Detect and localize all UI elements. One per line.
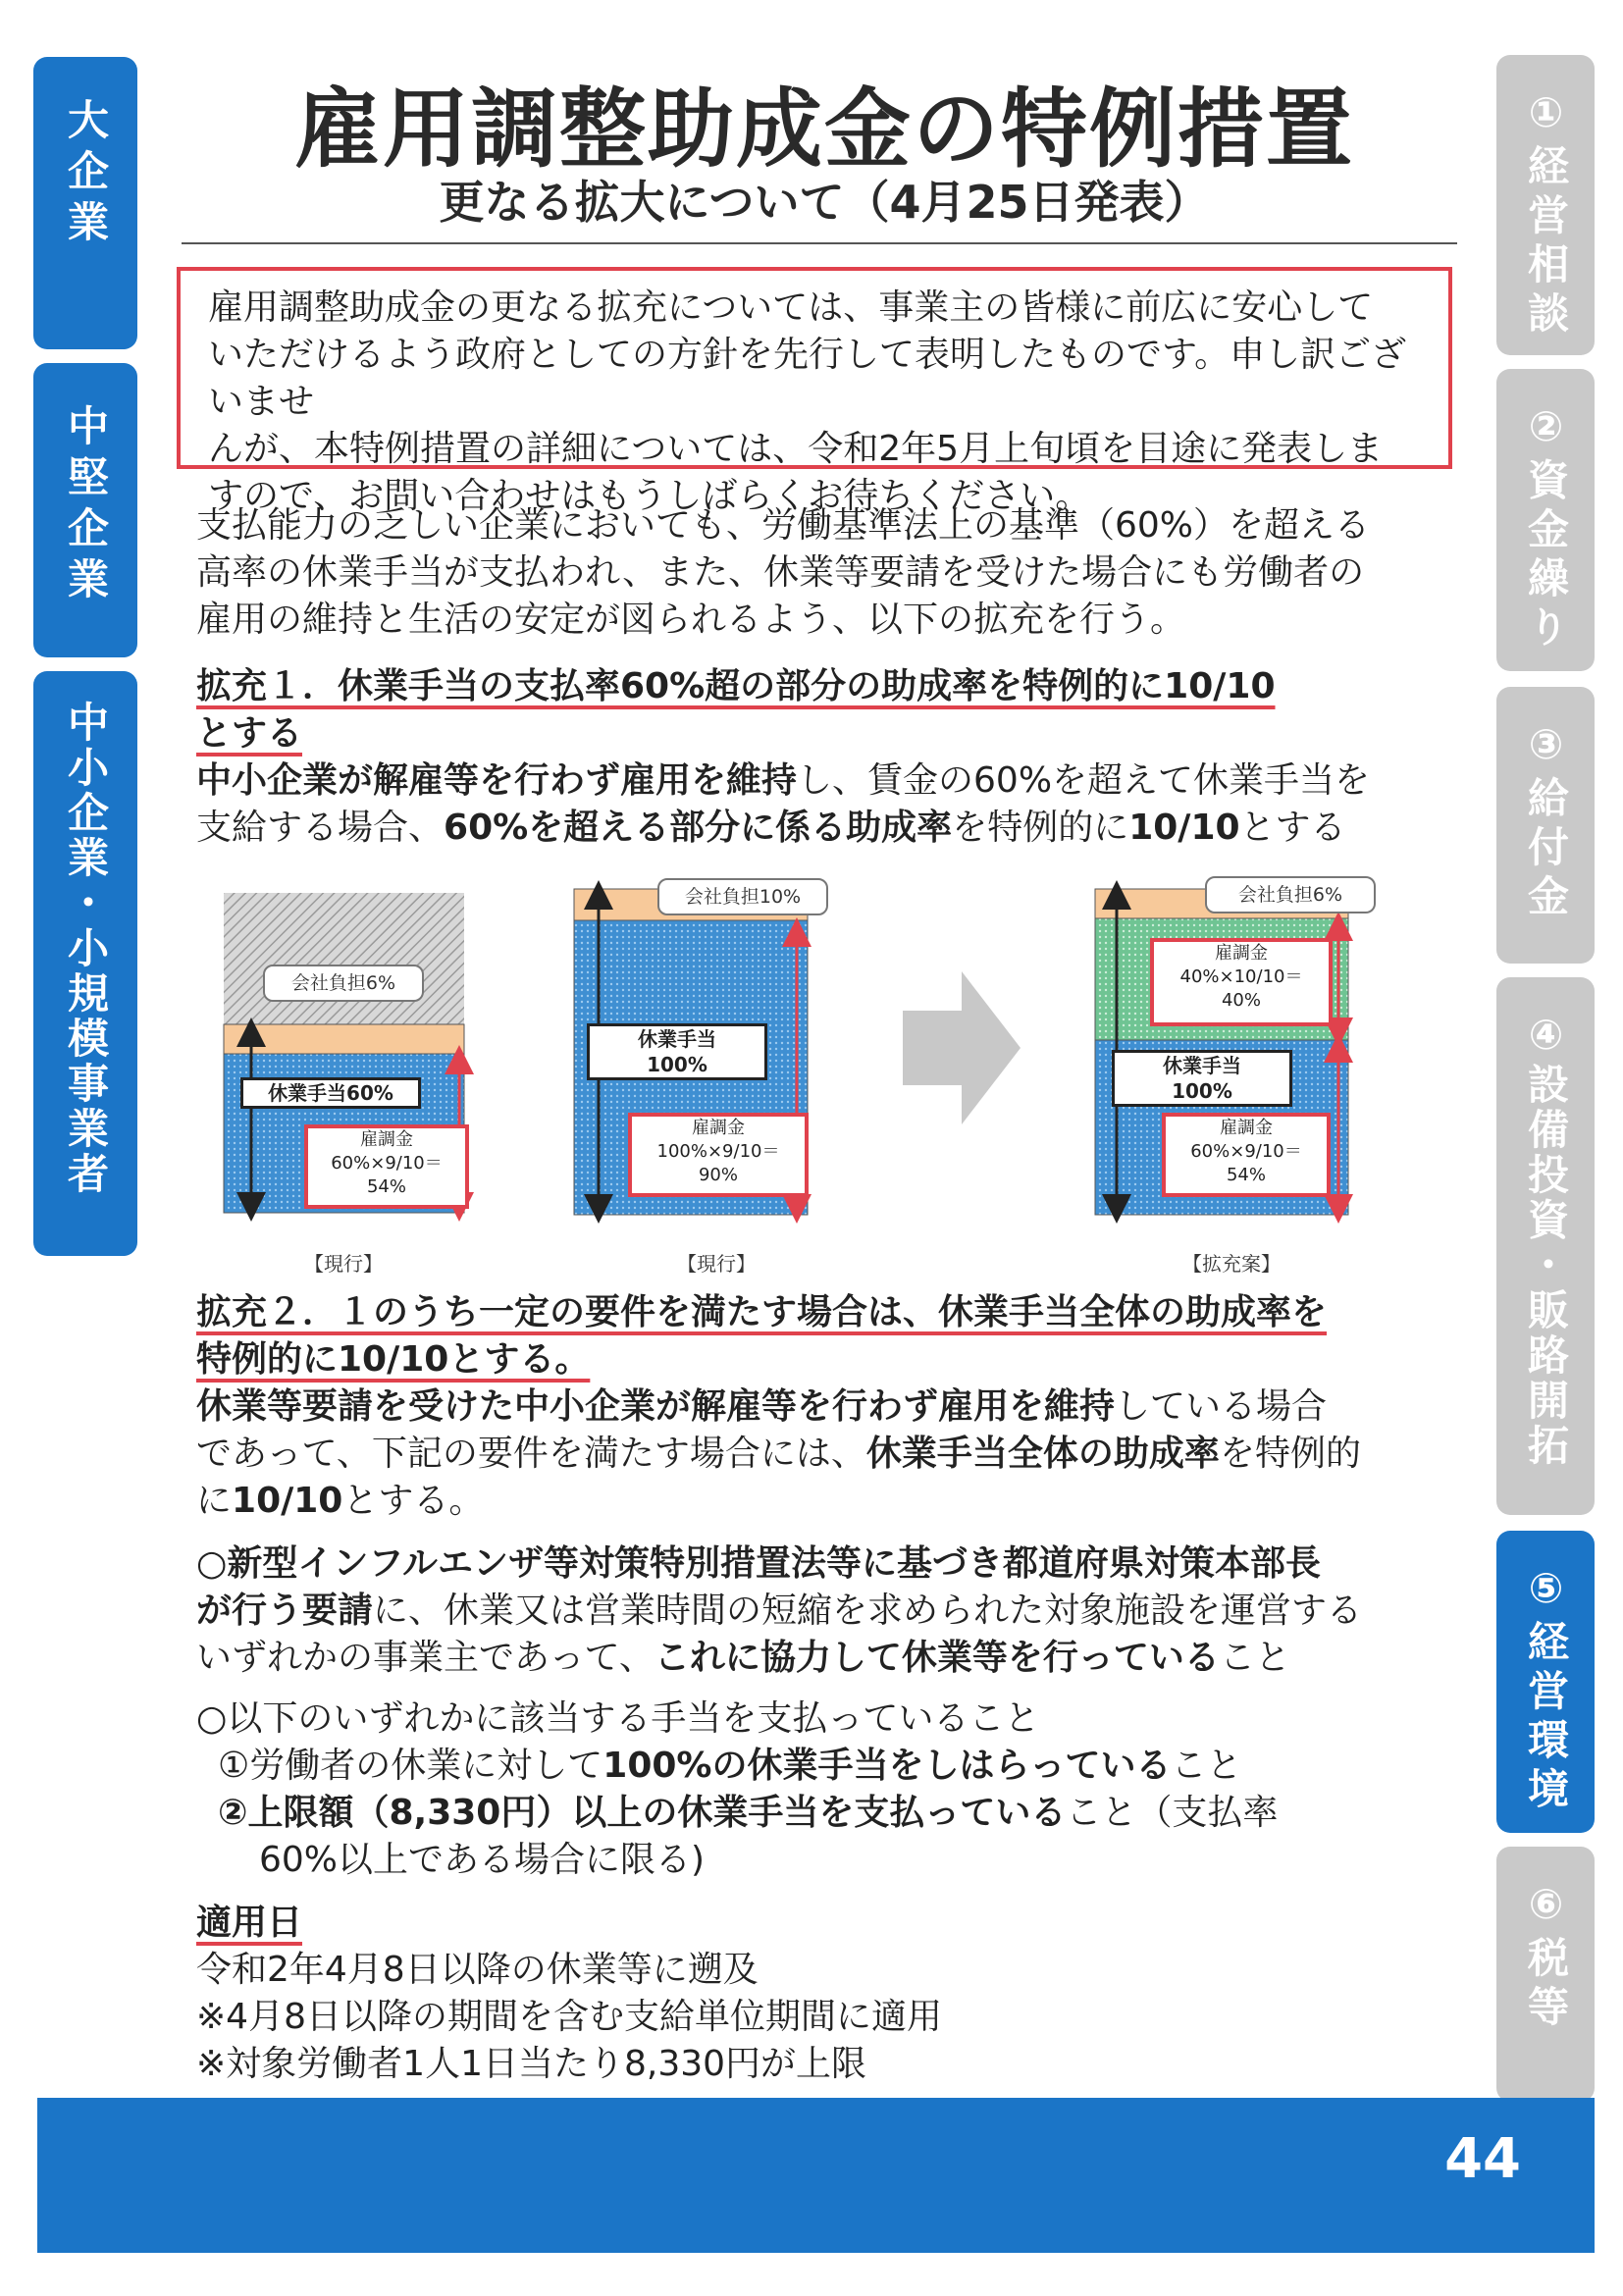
condition-1: ○新型インフルエンザ等対策特別措置法等に基づき都道府県対策本部長 が行う要請に、休業又は営業時間の短縮を求められた対象施設を運営する いずれかの事業主であって、これに協力して休業等を行っていること xyxy=(196,1543,1363,1678)
diagram-caption: 【現行】 xyxy=(304,1252,383,1276)
tab-tax[interactable] xyxy=(1496,1847,1595,2102)
expansion-2 xyxy=(196,1289,1462,1525)
expansion-1-heading-cont: とする xyxy=(196,713,303,754)
tab-label: 中小企業・小規模事業者 xyxy=(62,701,110,1197)
tab-investment[interactable] xyxy=(1496,977,1595,1515)
expansion-2-line: に10/10とする。 xyxy=(196,1481,485,1521)
allowance-label: 休業手当 100% xyxy=(1112,1050,1292,1107)
expansion-1-line: 支給する場合、60%を超える部分に係る助成率を特例的に10/10とする xyxy=(196,808,1346,848)
tab-label: ⑤経営環境 xyxy=(1522,1564,1570,1816)
intro-line: 高率の休業手当が支払われ、また、休業等要請を受けた場合にも労働者の xyxy=(196,552,1365,593)
notice-line: すので、お問い合わせはもうしばらくお待ちください。 xyxy=(208,476,1091,516)
subsidy-box: 雇調金 100%×9/10＝ 90% xyxy=(628,1113,809,1197)
extra-subsidy-box: 雇調金 40%×10/10＝ 40% xyxy=(1150,938,1333,1026)
notice-line: いただけるよう政府としての方針を先行して表明したものです。申し訳ございませ xyxy=(208,335,1407,422)
tab-business-environment[interactable] xyxy=(1496,1531,1595,1833)
divider xyxy=(182,242,1457,244)
apply-line: 令和2年4月8日以降の休業等に遡及 xyxy=(196,1950,759,1990)
tab-label: ①経営相談 xyxy=(1522,88,1570,340)
apply-date-section xyxy=(196,1900,1462,2088)
tab-benefits[interactable] xyxy=(1496,687,1595,964)
notice-box xyxy=(177,267,1452,516)
tab-label: ②資金繰り xyxy=(1522,402,1570,654)
diagram-caption: 【現行】 xyxy=(677,1252,756,1276)
tab-label: 大企業 xyxy=(62,98,110,251)
intro-line: 雇用の維持と生活の安定が図られるよう、以下の拡充を行う。 xyxy=(196,600,1186,640)
subsidy-box: 雇調金 60%×9/10＝ 54% xyxy=(1162,1113,1331,1197)
page-subtitle: 更なる拡大について（4月25日発表） xyxy=(439,176,1210,229)
diagram-caption: 【拡充案】 xyxy=(1182,1252,1281,1276)
page-title: 雇用調整助成金の特例措置 xyxy=(293,78,1354,180)
tab-sme[interactable] xyxy=(33,671,137,1256)
expansion-1-line: 中小企業が解雇等を行わず雇用を維持し、賃金の60%を超えて休業手当を xyxy=(196,760,1371,801)
intro-paragraph xyxy=(196,502,1462,644)
tab-large-enterprise[interactable] xyxy=(33,57,137,349)
arrow-icon xyxy=(903,971,1021,1124)
expansion-2-heading-cont: 特例的に10/10とする。 xyxy=(196,1339,591,1380)
subsidy-box: 雇調金 60%×9/10＝ 54% xyxy=(304,1124,469,1209)
company-burden-bubble: 会社負担6% xyxy=(1205,876,1376,913)
footer-bar xyxy=(37,2098,1595,2253)
tab-consultation[interactable] xyxy=(1496,55,1595,355)
allowance-label: 休業手当60% xyxy=(240,1077,421,1109)
tab-label: 中堅企業 xyxy=(62,404,110,608)
expansion-2-line: 休業等要請を受けた中小企業が解雇等を行わず雇用を維持している場合 xyxy=(196,1386,1328,1427)
tab-label: ⑥税等 xyxy=(1522,1880,1570,2034)
tab-financing[interactable] xyxy=(1496,369,1595,671)
expansion-2-heading: 拡充２．１のうち一定の要件を満たす場合は、休業手当全体の助成率を xyxy=(196,1292,1328,1332)
apply-line: ※対象労働者1人1日当たり8,330円が上限 xyxy=(196,2044,867,2084)
tab-label: ③給付金 xyxy=(1522,720,1570,923)
expansion-2-line: であって、下記の要件を満たす場合には、休業手当全体の助成率を特例的 xyxy=(196,1434,1361,1474)
apply-date-heading: 適用日 xyxy=(196,1903,303,1943)
condition-2: ○以下のいずれかに該当する手当を支払っていること ①労働者の休業に対して100%の休業手当をしはらっていること ②上限額（8,330円）以上の休業手当を支払っていること（支払率 60%以上である場合に限る) xyxy=(196,1698,1279,1880)
intro-line: 支払能力の乏しい企業においても、労働基準法上の基準（60%）を超える xyxy=(196,505,1371,546)
company-burden-bubble: 会社負担6% xyxy=(263,965,424,1002)
tab-label: ④設備投資・販路開拓 xyxy=(1522,1011,1570,1469)
apply-line: ※4月8日以降の期間を含む支給単位期間に適用 xyxy=(196,1997,942,2037)
allowance-label: 休業手当 100% xyxy=(587,1023,767,1080)
company-burden-bubble: 会社負担10% xyxy=(657,878,828,915)
page-number: 44 xyxy=(1444,2127,1521,2191)
company-burden-bar xyxy=(224,1024,464,1054)
tab-midsize-enterprise[interactable] xyxy=(33,363,137,657)
notice-line: 雇用調整助成金の更なる拡充については、事業主の皆様に前広に安心して xyxy=(208,287,1374,328)
expansion-1 xyxy=(196,663,1462,852)
notice-line: んが、本特例措置の詳細については、令和2年5月上旬頃を目途に発表しま xyxy=(208,429,1384,469)
expansion-1-heading: 拡充１．休業手当の支払率60%超の部分の助成率を特例的に10/10 xyxy=(196,666,1276,706)
